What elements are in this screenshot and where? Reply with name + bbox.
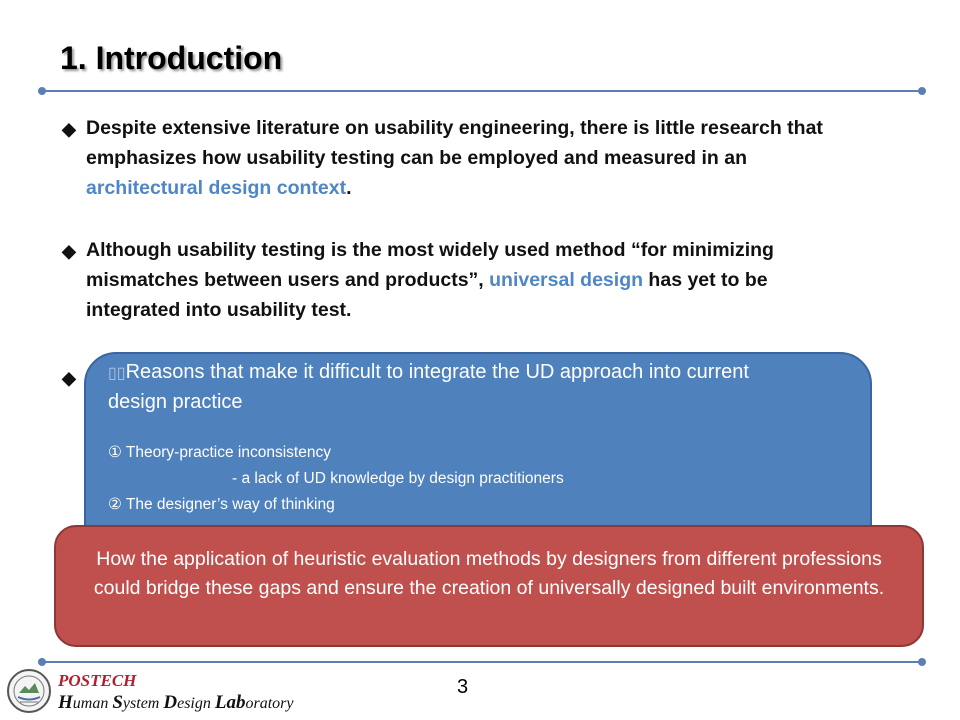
conclusion-callout: How the application of heuristic evaluation methods by designers from different professions could bridge these gaps and ensure the creation of universally designed built environments. bbox=[54, 525, 924, 647]
lab-word-3: esign bbox=[177, 695, 215, 712]
diamond-bullet-icon: ◆ bbox=[62, 119, 76, 139]
reason-item-1-detail: - a lack of UD knowledge by design practitioners bbox=[232, 470, 564, 487]
bullet-2-highlight: universal design bbox=[489, 269, 644, 291]
footer-org-name: POSTECH bbox=[58, 671, 137, 690]
page-number: 3 bbox=[457, 676, 469, 698]
slide-title: 1. Introduction bbox=[60, 40, 283, 76]
footer-divider bbox=[42, 661, 922, 663]
lab-word-1: uman bbox=[72, 695, 113, 712]
bullet-1-text-end: . bbox=[346, 177, 352, 199]
reasons-callout-header bbox=[108, 358, 808, 416]
reason-item-2: ② The designer’s way of thinking bbox=[108, 496, 335, 513]
reason-item-1: ① Theory-practice inconsistency bbox=[108, 444, 331, 461]
missing-glyph-icon: ▯▯ bbox=[108, 365, 126, 382]
bullet-2 bbox=[62, 235, 852, 325]
reasons-callout-header-text: Reasons that make it difficult to integrate the UD approach into current design practice bbox=[108, 361, 749, 413]
diamond-bullet-icon: ◆ bbox=[62, 368, 76, 388]
footer-lab-name bbox=[58, 692, 293, 714]
lab-word-2: ystem bbox=[122, 695, 164, 712]
lab-initial-d: D bbox=[163, 692, 178, 713]
lab-initial-s: S bbox=[112, 692, 123, 713]
title-divider bbox=[42, 90, 922, 92]
lab-word-4: oratory bbox=[245, 695, 294, 712]
diamond-bullet-icon: ◆ bbox=[62, 241, 76, 261]
bullet-2-text-start: Although usability testing is the most widely used method “for minimizing mismatches between users and products”, bbox=[86, 239, 774, 291]
bullet-1-text bbox=[86, 113, 852, 203]
bullet-2-text bbox=[86, 235, 852, 325]
bullet-1-text-start: Despite extensive literature on usability engineering, there is little research that emphasizes how usability testing can be employed and measured in an bbox=[86, 117, 823, 169]
university-seal-icon bbox=[6, 668, 52, 714]
bullet-1 bbox=[62, 113, 852, 203]
lab-initial-h: H bbox=[58, 692, 73, 713]
bullet-2-text-end: has yet to be integrated into usability test. bbox=[86, 269, 768, 321]
lab-initial-lab: Lab bbox=[214, 692, 246, 713]
bullet-1-highlight: architectural design context bbox=[86, 177, 347, 199]
